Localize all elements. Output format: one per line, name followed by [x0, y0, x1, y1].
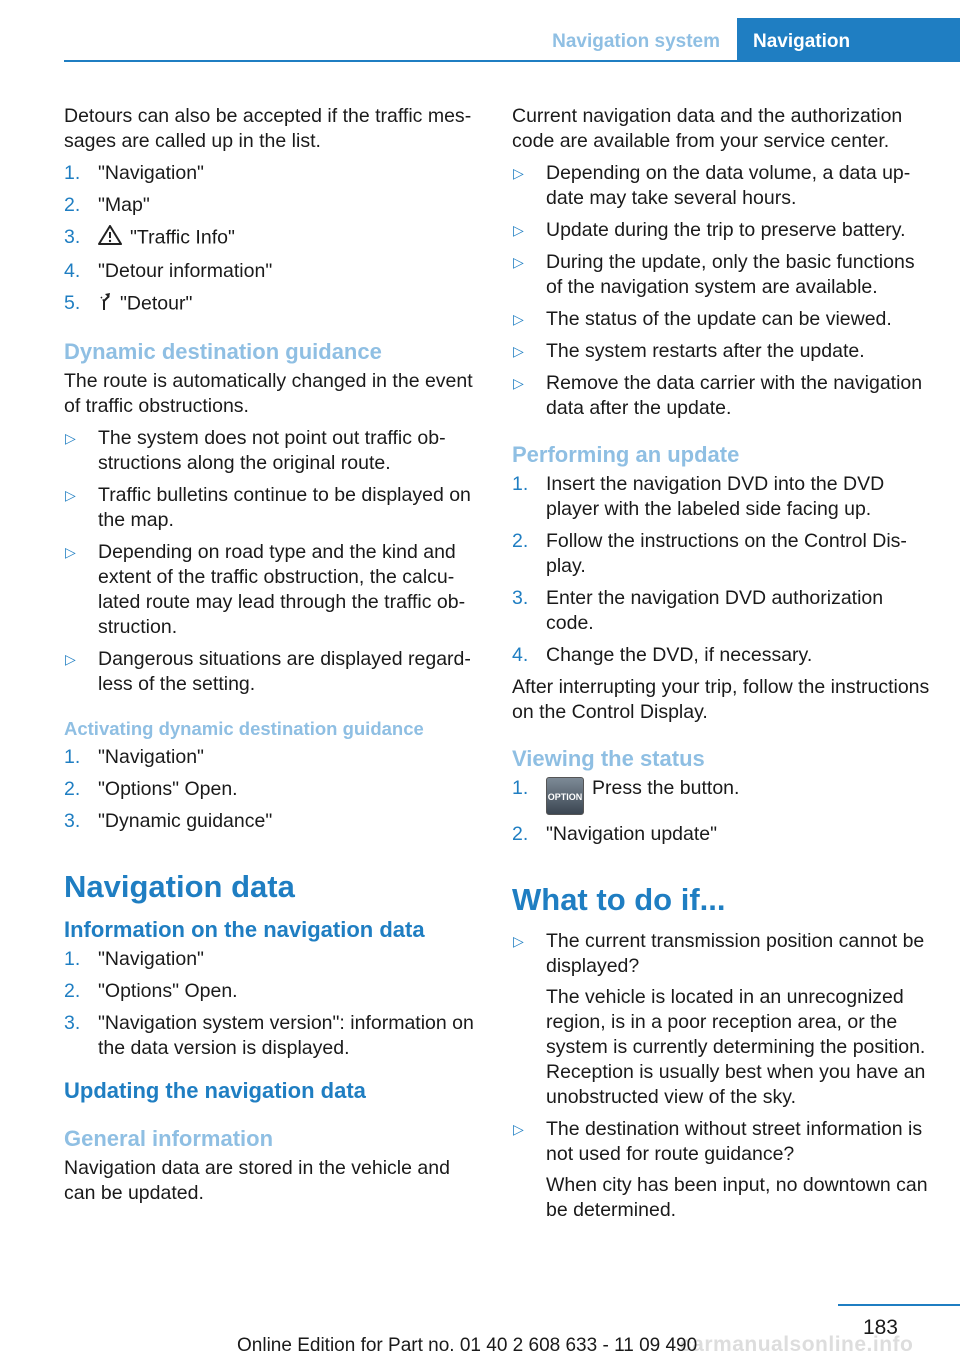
- viewing-status-heading: Viewing the status: [512, 746, 705, 771]
- bullet-triangle-icon: ▷: [513, 375, 524, 391]
- bullet-triangle-icon: ▷: [513, 343, 524, 359]
- bullet-triangle-icon: ▷: [513, 222, 524, 238]
- list-item: ▷ Remove the data carrier with the navigation data after the update.: [513, 372, 923, 419]
- list-item: ▷ Depending on road type and the kind and extent of the traffic obstruction, the calculated route may lead through the traffic obstruction.: [65, 541, 466, 638]
- warning-triangle-icon: [98, 225, 122, 252]
- list-item: 1. OPTION Press the button.: [512, 776, 932, 815]
- update-bullets: [512, 161, 932, 421]
- list-item: 2. "Navigation update": [512, 823, 718, 845]
- activating-heading: Activating dynamic destination guidance: [64, 718, 424, 739]
- bullet-triangle-icon: ▷: [513, 165, 524, 181]
- list-item: 1. "Navigation": [64, 162, 204, 184]
- header-rule: [64, 60, 960, 62]
- answer-text: The vehicle is located in an unrecognized region, is in a poor reception area, or the system is currently determining the position. Reception is usually best when you have an unobstructed view of the sky.: [546, 986, 926, 1108]
- information-heading: Information on the navigation data: [64, 917, 425, 942]
- dynamic-guidance-heading: Dynamic destination guidance: [64, 339, 382, 364]
- navigation-data-heading: Navigation data: [64, 869, 295, 904]
- list-item: 3. "Navigation system version": information on the data version is displayed.: [64, 1012, 474, 1059]
- detour-intro: Detours can also be accepted if the traffic messages are called up in the list.: [64, 105, 472, 152]
- question-text: The current transmission position cannot be displayed?: [546, 930, 925, 977]
- after-interrupt-text: After interrupting your trip, follow the instructions on the Control Display.: [512, 676, 930, 723]
- answer-text: When city has been input, no downtown can be determined.: [546, 1174, 928, 1221]
- performing-steps: [512, 472, 932, 668]
- header-section-title: Navigation system: [552, 31, 720, 52]
- bullet-triangle-icon: ▷: [513, 311, 524, 327]
- list-item: 2. "Options" Open.: [64, 980, 238, 1002]
- general-information-heading: General information: [64, 1126, 274, 1151]
- bullet-triangle-icon: ▷: [513, 254, 524, 270]
- footer-rule: [838, 1304, 960, 1306]
- list-item: 2. "Options" Open.: [64, 778, 238, 800]
- what-to-do-heading: What to do if...: [512, 882, 726, 917]
- bullet-triangle-icon: ▷: [513, 1121, 524, 1137]
- detour-steps: [64, 161, 482, 318]
- detour-arrow-icon: [98, 291, 112, 318]
- service-center-text: Current navigation data and the authorization code are available from your service center.: [512, 105, 903, 152]
- activating-steps: [64, 745, 482, 834]
- list-item: 3. Enter the navigation DVD authorization code.: [512, 587, 884, 634]
- list-item: [512, 1117, 932, 1223]
- list-item: 1. Insert the navigation DVD into the DVD player with the labeled side facing up.: [512, 473, 885, 520]
- bullet-triangle-icon: ▷: [513, 933, 524, 949]
- watermark: carmanualsonline.info: [680, 1333, 914, 1356]
- question-text: The destination without street information is not used for route guidance?: [546, 1118, 923, 1165]
- bullet-triangle-icon: ▷: [65, 651, 76, 667]
- dynamic-guidance-text: The route is automatically changed in the event of traffic obstructions.: [64, 370, 473, 417]
- general-information-text: Navigation data are stored in the vehicle and can be updated.: [64, 1157, 450, 1204]
- right-column: [512, 104, 932, 1230]
- dynamic-guidance-bullets: [64, 426, 482, 697]
- header-chapter-tab: Navigation: [737, 18, 960, 62]
- list-item: 3. "Traffic Info": [64, 225, 482, 252]
- viewing-steps: [512, 776, 932, 847]
- option-button-icon: OPTION: [546, 777, 584, 815]
- list-item: [512, 929, 932, 1110]
- bullet-triangle-icon: ▷: [65, 544, 76, 560]
- list-item: ▷ Traffic bulletins continue to be displayed on the map.: [65, 484, 471, 531]
- list-item: ▷ The system does not point out traffic obstructions along the original route.: [65, 427, 446, 474]
- updating-heading: Updating the navigation data: [64, 1078, 366, 1103]
- list-item: ▷ The status of the update can be viewed.: [513, 308, 892, 330]
- list-item: 4. Change the DVD, if necessary.: [512, 644, 813, 666]
- list-item: ▷ Dangerous situations are displayed regardless of the setting.: [65, 648, 471, 695]
- what-to-do-list: [512, 929, 932, 1223]
- list-item: 4. "Detour information": [64, 260, 273, 282]
- list-item: 2. "Map": [64, 194, 150, 216]
- edition-note: Online Edition for Part no. 01 40 2 608 633 - 11 09 490: [237, 1335, 698, 1356]
- list-item: ▷ Update during the trip to preserve battery.: [513, 219, 906, 241]
- list-item: 1. "Navigation": [64, 948, 204, 970]
- list-item: 2. Follow the instructions on the Control Display.: [512, 530, 907, 577]
- list-item: ▷ During the update, only the basic functions of the navigation system are available.: [513, 251, 915, 298]
- left-column: [64, 104, 482, 1213]
- page-number: 183: [862, 1316, 898, 1339]
- list-item: 3. "Dynamic guidance": [64, 810, 273, 832]
- bullet-triangle-icon: ▷: [65, 487, 76, 503]
- list-item: 1. "Navigation": [64, 746, 204, 768]
- list-item: 5. "Detour": [64, 291, 482, 318]
- performing-update-heading: Performing an update: [512, 442, 740, 467]
- list-item: ▷ The system restarts after the update.: [513, 340, 865, 362]
- list-item: ▷ Depending on the data volume, a data update may take several hours.: [513, 162, 911, 209]
- information-steps: [64, 947, 482, 1061]
- page-header: [0, 0, 960, 62]
- bullet-triangle-icon: ▷: [65, 430, 76, 446]
